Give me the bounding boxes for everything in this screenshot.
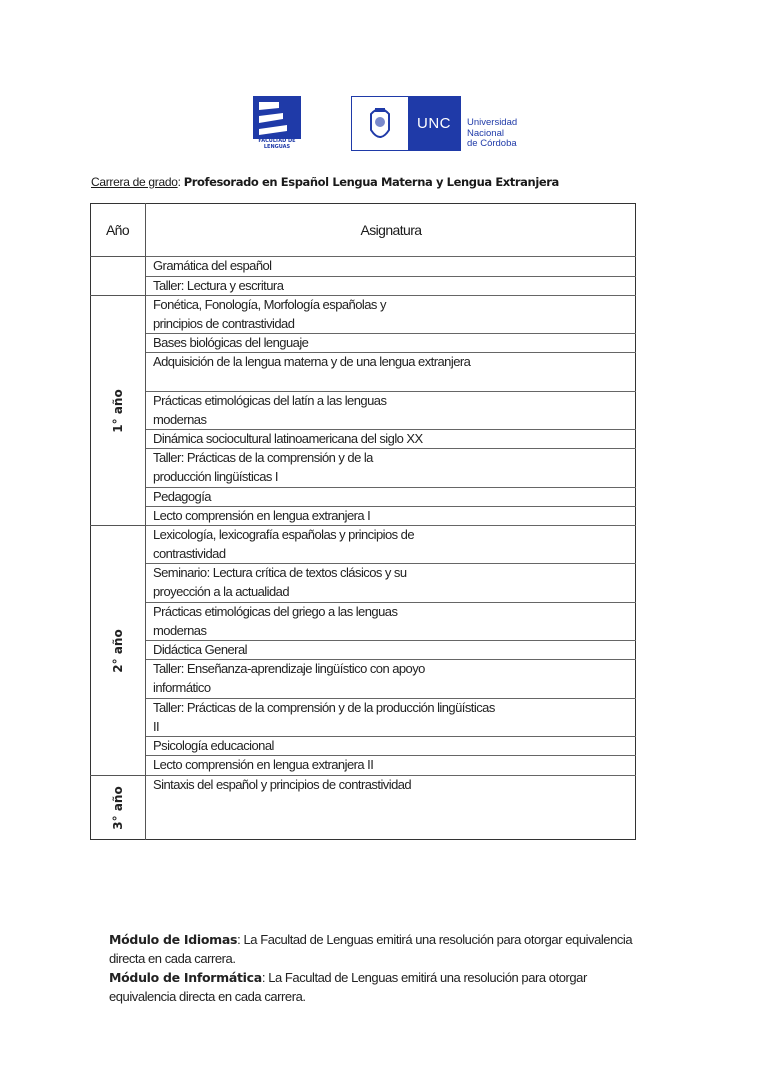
subject-row: Lexicología, lexicografía españolas y principios de contrastividad — [146, 525, 636, 563]
note-title: Módulo de Idiomas — [109, 932, 238, 947]
subject-row: Pedagogía — [146, 487, 636, 506]
unc-name-line: de Córdoba — [467, 138, 517, 149]
year-cell — [90, 256, 145, 295]
subject-row: Psicología educacional — [146, 736, 636, 755]
subject-row: Dinámica sociocultural latinoamericana del siglo XX — [146, 429, 636, 448]
career-name: Profesorado en Español Lengua Materna y Lengua Extranjera — [183, 175, 559, 189]
subject-row: Lecto comprensión en lengua extranjera II — [146, 755, 636, 775]
facultad-logo-text: FACULTAD DE LENGUAS — [258, 138, 296, 150]
subject-row: Gramática del español — [146, 256, 636, 276]
unc-acronym: UNC — [408, 97, 460, 150]
year-label: 2° año — [110, 628, 125, 673]
note-idiomas — [109, 930, 649, 968]
header-subject: Asignatura — [360, 221, 422, 238]
career-line — [91, 175, 559, 189]
subject-row: Taller: Lectura y escritura — [146, 276, 636, 295]
subject-row: Fonética, Fonología, Morfología españolas y principios de contrastividad — [146, 295, 636, 333]
note-informatica — [109, 968, 649, 1006]
year-cell — [90, 525, 145, 775]
subject-row: Taller: Prácticas de la comprensión y de la producción lingüísticas II — [146, 698, 636, 736]
seal-icon — [352, 97, 408, 150]
unc-name-line: Nacional — [467, 127, 504, 139]
unc-logo — [351, 96, 461, 151]
header-year: Año — [105, 221, 130, 238]
unc-name — [467, 118, 517, 150]
year-label: 1° año — [110, 388, 125, 433]
note-text: : La Facultad de Lenguas emitirá una resolución para otorgar equivalencia directa en cada carrera. — [109, 970, 587, 1004]
year-label: 3° año — [110, 786, 125, 830]
subject-row: Prácticas etimológicas del griego a las lenguas modernas — [146, 602, 636, 640]
year-cell — [90, 775, 145, 840]
subject-row: Didáctica General — [146, 640, 636, 659]
notes — [109, 930, 649, 1006]
subject-row: Bases biológicas del lenguaje — [146, 333, 636, 352]
unc-name-line: Universidad — [467, 117, 518, 128]
note-text: : La Facultad de Lenguas emitirá una resolución para otorgar equivalencia directa en cada carrera. — [109, 932, 633, 966]
subject-row: Sintaxis del español y principios de contrastividad — [146, 775, 636, 840]
subject-row: Prácticas etimológicas del latín a las lenguas modernas — [146, 391, 636, 429]
facultad-de-lenguas-logo — [253, 96, 301, 151]
year-cell — [90, 295, 145, 525]
subject-row: Taller: Enseñanza-aprendizaje lingüístico con apoyo informático — [146, 659, 636, 698]
subject-row: Taller: Prácticas de la comprensión y de la producción lingüísticas I — [146, 448, 636, 487]
career-separator: : — [177, 175, 181, 189]
note-title: Módulo de Informática — [109, 970, 262, 985]
subject-row: Seminario: Lectura crítica de textos clásicos y su proyección a la actualidad — [146, 563, 636, 602]
career-label: Carrera de grado — [91, 175, 178, 189]
subject-row: Lecto comprensión en lengua extranjera I — [146, 506, 636, 525]
subject-row: Adquisición de la lengua materna y de una lengua extranjera — [146, 352, 636, 391]
